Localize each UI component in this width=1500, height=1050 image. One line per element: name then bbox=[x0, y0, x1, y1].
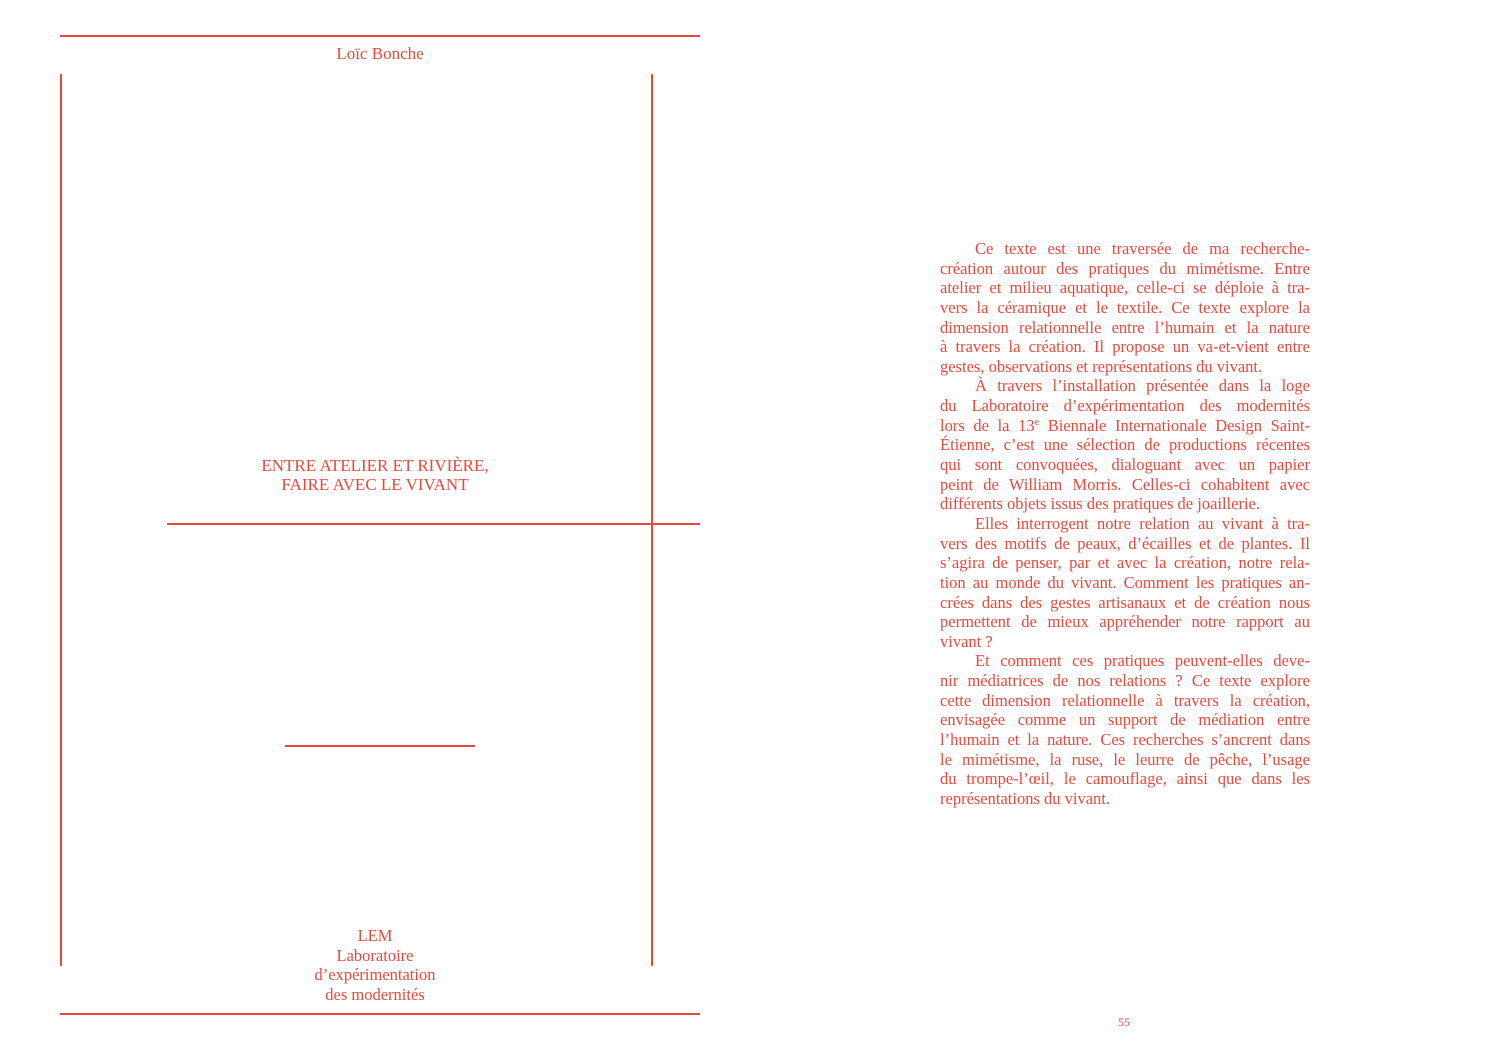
body-line: l’humain et la nature. Ces recherches s’ancrent dans bbox=[940, 730, 1310, 750]
body-line-end: Biennale Internationale Design Saint- bbox=[1039, 415, 1310, 435]
body-line: nir médiatrices de nos relations ? Ce texte explore bbox=[940, 671, 1310, 691]
body-line-start: lors de la 13 bbox=[940, 415, 1035, 435]
body-line: création autour des pratiques du mimétisme. Entre bbox=[940, 258, 1310, 278]
ordinal-superscript: e bbox=[1034, 416, 1040, 428]
middle-rule bbox=[167, 523, 700, 525]
body-line: cette dimension relationnelle à travers la création, bbox=[940, 690, 1310, 710]
body-line: Elles interrogent notre relation au vivant à tra- bbox=[975, 513, 1310, 533]
body-line-with-superscript bbox=[940, 416, 1310, 436]
body-line: du Laboratoire d’expérimentation des modernités bbox=[940, 396, 1310, 416]
body-line: vers la céramique et le textile. Ce texte explore la bbox=[940, 297, 1310, 317]
right-vertical-rule bbox=[651, 74, 653, 966]
body-line: à travers la création. Il propose un va-et-vient entre bbox=[940, 337, 1310, 357]
page-title bbox=[60, 456, 690, 494]
author-name: Loïc Bonche bbox=[336, 44, 424, 63]
body-line: différents objets issus des pratiques de joaillerie. bbox=[940, 494, 1260, 514]
body-line: le mimétisme, la ruse, le leurre de pêche, l’usage bbox=[940, 749, 1310, 769]
publisher-line: Laboratoire bbox=[336, 945, 414, 965]
body-line: Et comment ces pratiques peuvent-elles deve- bbox=[975, 651, 1310, 671]
body-line: dimension relationnelle entre l’humain et la nature bbox=[940, 317, 1310, 337]
body-line: Étienne, c’est une sélection de productions récentes bbox=[940, 435, 1310, 455]
body-line: s’agira de penser, par et avec la création, notre rela- bbox=[940, 553, 1310, 573]
body-line: À travers l’installation présentée dans la loge bbox=[975, 376, 1310, 396]
left-vertical-rule bbox=[60, 74, 62, 966]
body-line: peint de William Morris. Celles-ci cohabitent avec bbox=[940, 474, 1310, 494]
body-line: envisagée comme un support de médiation entre bbox=[940, 710, 1310, 730]
publisher-block bbox=[60, 926, 690, 1004]
body-line: du trompe-l’œil, le camouflage, ainsi que dans les bbox=[940, 769, 1310, 789]
body-line: permettent de mieux appréhender notre rapport au bbox=[940, 612, 1310, 632]
top-rule bbox=[60, 35, 700, 37]
body-line: tion au monde du vivant. Comment les pratiques an- bbox=[940, 572, 1310, 592]
body-line: qui sont convoquées, dialoguant avec un papier bbox=[940, 455, 1310, 475]
publisher-line: des modernités bbox=[325, 984, 425, 1004]
body-line: vers des motifs de peaux, d’écailles et de plantes. Il bbox=[940, 533, 1310, 553]
body-line: gestes, observations et représentations du vivant. bbox=[940, 356, 1263, 376]
body-line: Ce texte est une traversée de ma recherche- bbox=[975, 239, 1310, 258]
body-text bbox=[940, 239, 1310, 809]
body-line: représentations du vivant. bbox=[940, 788, 1110, 808]
page-number: 55 bbox=[1118, 1015, 1130, 1029]
short-rule bbox=[285, 745, 475, 747]
body-line: vivant ? bbox=[940, 631, 993, 651]
body-line: atelier et milieu aquatique, celle-ci se déploie à tra- bbox=[940, 278, 1310, 298]
body-line: crées dans des gestes artisanaux et de création nous bbox=[940, 592, 1310, 612]
title-line: ENTRE ATELIER ET RIVIÈRE, bbox=[261, 456, 489, 475]
publisher-line: LEM bbox=[357, 926, 393, 945]
bottom-rule bbox=[60, 1013, 700, 1015]
title-line: FAIRE AVEC LE VIVANT bbox=[281, 475, 469, 494]
publisher-line: d’expérimentation bbox=[314, 965, 436, 985]
